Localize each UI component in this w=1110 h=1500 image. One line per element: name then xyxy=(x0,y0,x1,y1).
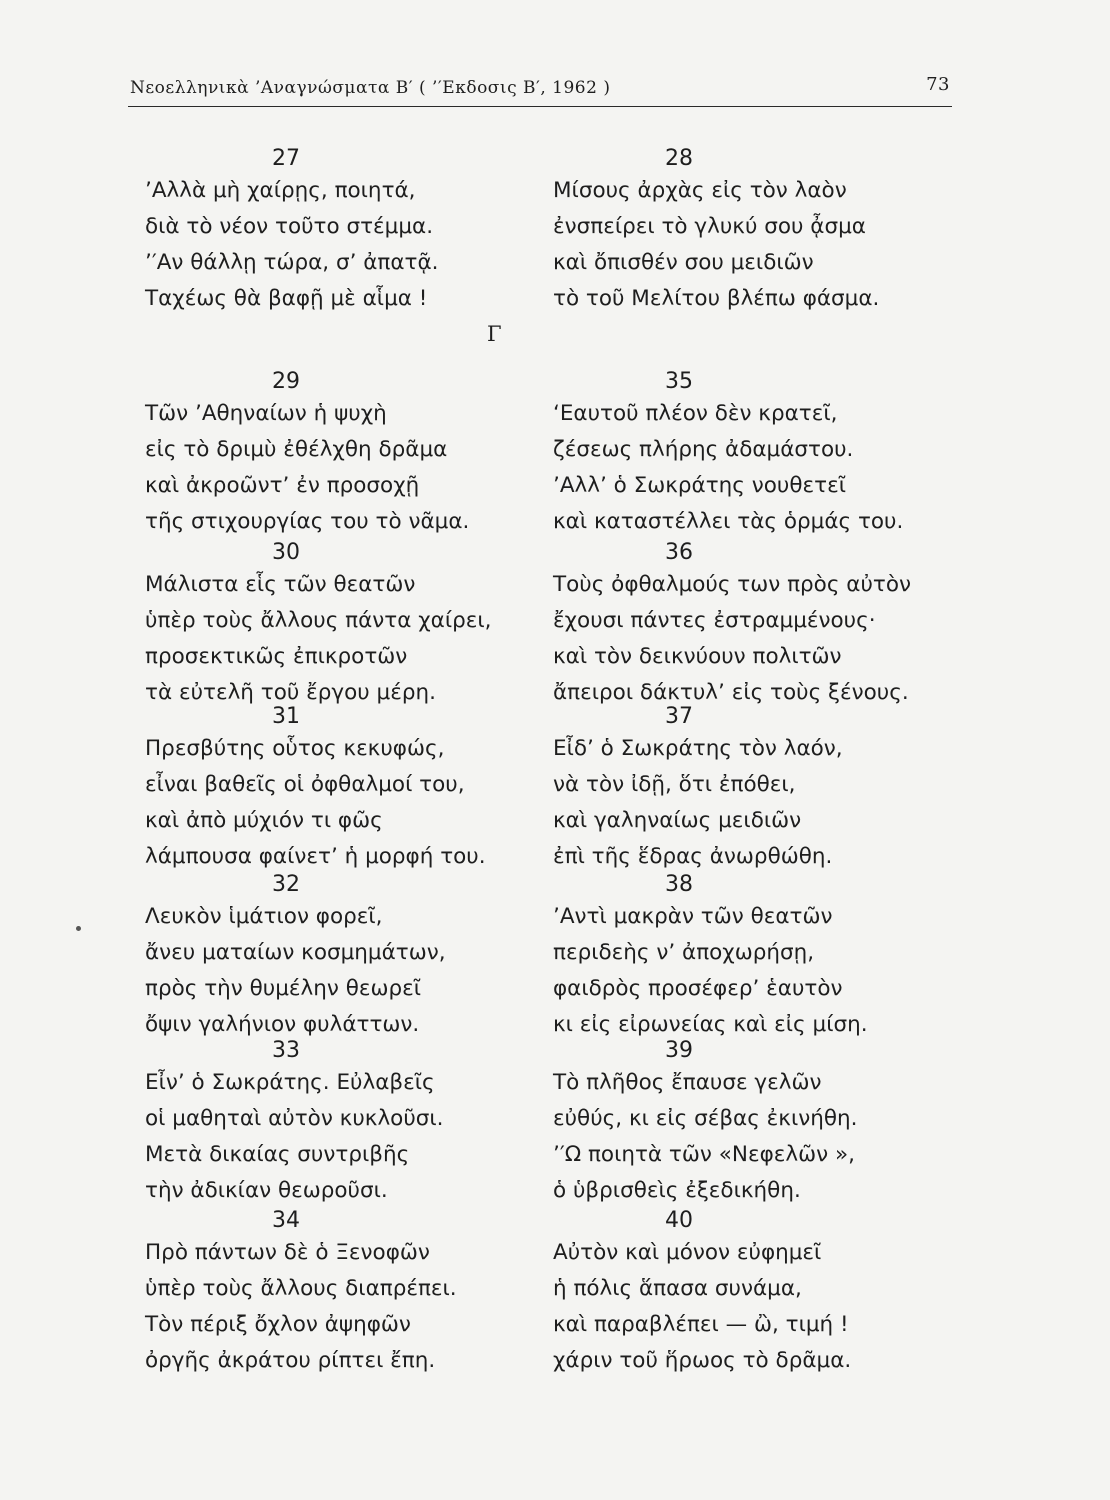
verse-line: διὰ τὸ νέον τοῦτο στέμμα. xyxy=(145,214,434,239)
verse-line: ’′Αν θάλλῃ τώρα, σ’ ἀπατᾷ. xyxy=(145,250,439,275)
verse-line: ὁ ὑβρισθεὶς ἐξεδικήθη. xyxy=(553,1178,801,1203)
stanza-number: 40 xyxy=(665,1208,693,1233)
verse-line: καὶ ἀπὸ μύχιόν τι φῶς xyxy=(145,808,383,833)
verse-line: εἶναι βαθεῖς οἱ ὀφθαλμοί του, xyxy=(145,772,465,797)
verse-line: ἄνευ ματαίων κοσμημάτων, xyxy=(145,940,446,965)
stanza-number: 37 xyxy=(665,704,693,729)
stanza-number: 29 xyxy=(272,369,300,394)
verse-line: Ταχέως θὰ βαφῇ μὲ αἷμα ! xyxy=(145,286,428,311)
verse-line: φαιδρὸς προσέφερ’ ἑαυτὸν xyxy=(553,976,843,1001)
verse-line: εὐθύς, κι εἰς σέβας ἐκινήθη. xyxy=(553,1106,858,1131)
verse-line: Πρεσβύτης οὗτος κεκυφώς, xyxy=(145,736,445,761)
stanza-number: 31 xyxy=(272,704,300,729)
verse-line: καὶ τὸν δεικνύουν πολιτῶν xyxy=(553,644,842,669)
verse-line: Μετὰ δικαίας συντριβῆς xyxy=(145,1142,410,1167)
verse-line: χάριν τοῦ ἥρωος τὸ δρᾶμα. xyxy=(553,1348,852,1373)
running-header xyxy=(128,72,952,107)
verse-line: ‘Εαυτοῦ πλέον δὲν κρατεῖ, xyxy=(553,401,838,426)
verse-line: περιδεὴς ν’ ἀποχωρήσῃ, xyxy=(553,940,815,965)
stanza-number: 33 xyxy=(272,1038,300,1063)
verse-line: Πρὸ πάντων δὲ ὁ Ξενοφῶν xyxy=(145,1240,430,1265)
verse-line: ’Αλλ’ ὁ Σωκράτης νουθετεῖ xyxy=(553,473,846,498)
verse-line: τὴν ἀδικίαν θεωροῦσι. xyxy=(145,1178,388,1203)
verse-line: Εἶδ’ ὁ Σωκράτης τὸν λαόν, xyxy=(553,736,843,761)
verse-line: καὶ ὄπισθέν σου μειδιῶν xyxy=(553,250,814,275)
verse-line: ’′Ω ποιητὰ τῶν «Νεφελῶν », xyxy=(553,1142,855,1167)
verse-line: Μάλιστα εἷς τῶν θεατῶν xyxy=(145,572,416,597)
stanza-number: 34 xyxy=(272,1208,300,1233)
verse-line: ὀργῆς ἀκράτου ρίπτει ἔπη. xyxy=(145,1348,436,1373)
header-title: Νεοελληνικὰ ’Αναγνώσματα Β′ ( ’′Εκδοσις Β′, 1962 ) xyxy=(130,78,611,98)
verse-line: Εἶν’ ὁ Σωκράτης. Εὐλαβεῖς xyxy=(145,1070,435,1095)
verse-line: Τοὺς ὀφθαλμούς των πρὸς αὐτὸν xyxy=(553,572,912,597)
verse-line: ἐνσπείρει τὸ γλυκύ σου ᾆσμα xyxy=(553,214,866,239)
verse-line: ἄπειροι δάκτυλ’ εἰς τοὺς ξένους. xyxy=(553,680,909,705)
stanza-number: 27 xyxy=(272,146,300,171)
stanza-number: 38 xyxy=(665,872,693,897)
verse-line: Αὐτὸν καὶ μόνον εὐφημεῖ xyxy=(553,1240,822,1265)
page-number: 73 xyxy=(926,74,950,95)
verse-line: τὸ τοῦ Μελίτου βλέπω φάσμα. xyxy=(553,286,880,311)
verse-line: τὰ εὐτελῆ τοῦ ἔργου μέρη. xyxy=(145,680,436,705)
verse-line: ὄψιν γαλήνιον φυλάττων. xyxy=(145,1012,420,1037)
verse-line: εἰς τὸ δριμὺ ἐθέλχθη δρᾶμα xyxy=(145,437,448,462)
verse-line: καὶ καταστέλλει τὰς ὁρμάς του. xyxy=(553,509,904,534)
stanza-number: 28 xyxy=(665,146,693,171)
stanza-number: 35 xyxy=(665,369,693,394)
verse-line: ’Αλλὰ μὴ χαίρῃς, ποιητά, xyxy=(145,178,416,203)
verse-line: ὑπὲρ τοὺς ἄλλους πάντα χαίρει, xyxy=(145,608,492,633)
stanza-number: 39 xyxy=(665,1038,693,1063)
verse-line: ἡ πόλις ἅπασα συνάμα, xyxy=(553,1276,802,1301)
verse-line: πρὸς τὴν θυμέλην θεωρεῖ xyxy=(145,976,422,1001)
stanza-number: 30 xyxy=(272,540,300,565)
scan-speck xyxy=(76,926,81,931)
verse-line: λάμπουσα φαίνετ’ ἡ μορφή του. xyxy=(145,844,486,869)
verse-line: νὰ τὸν ἰδῇ, ὅτι ἐπόθει, xyxy=(553,772,796,797)
verse-line: Λευκὸν ἱμάτιον φορεῖ, xyxy=(145,904,383,929)
verse-line: Μίσους ἀρχὰς εἰς τὸν λαὸν xyxy=(553,178,847,203)
verse-line: τῆς στιχουργίας του τὸ νᾶμα. xyxy=(145,509,470,534)
verse-line: Τῶν ’Αθηναίων ἡ ψυχὴ xyxy=(145,401,387,426)
verse-line: ὑπὲρ τοὺς ἄλλους διαπρέπει. xyxy=(145,1276,457,1301)
verse-line: προσεκτικῶς ἐπικροτῶν xyxy=(145,644,408,669)
verse-line: καὶ ἀκροῶντ’ ἐν προσοχῇ xyxy=(145,473,420,498)
verse-line: καὶ παραβλέπει — ὢ, τιμή ! xyxy=(553,1312,849,1337)
section-marker: Γ xyxy=(487,322,502,346)
verse-line: ζέσεως πλήρης ἀδαμάστου. xyxy=(553,437,854,462)
verse-line: καὶ γαληναίως μειδιῶν xyxy=(553,808,802,833)
verse-line: Τὸ πλῆθος ἔπαυσε γελῶν xyxy=(553,1070,822,1095)
stanza-number: 32 xyxy=(272,872,300,897)
stanza-number: 36 xyxy=(665,540,693,565)
verse-line: ἐπὶ τῆς ἕδρας ἀνωρθώθη. xyxy=(553,844,833,869)
verse-line: κι εἰς εἰρωνείας καὶ εἰς μίση. xyxy=(553,1012,868,1037)
verse-line: ’Αντὶ μακρὰν τῶν θεατῶν xyxy=(553,904,833,929)
verse-line: Τὸν πέριξ ὄχλον ἀψηφῶν xyxy=(145,1312,411,1337)
verse-line: ἔχουσι πάντες ἐστραμμένους· xyxy=(553,608,876,633)
verse-line: οἱ μαθηταὶ αὐτὸν κυκλοῦσι. xyxy=(145,1106,444,1131)
